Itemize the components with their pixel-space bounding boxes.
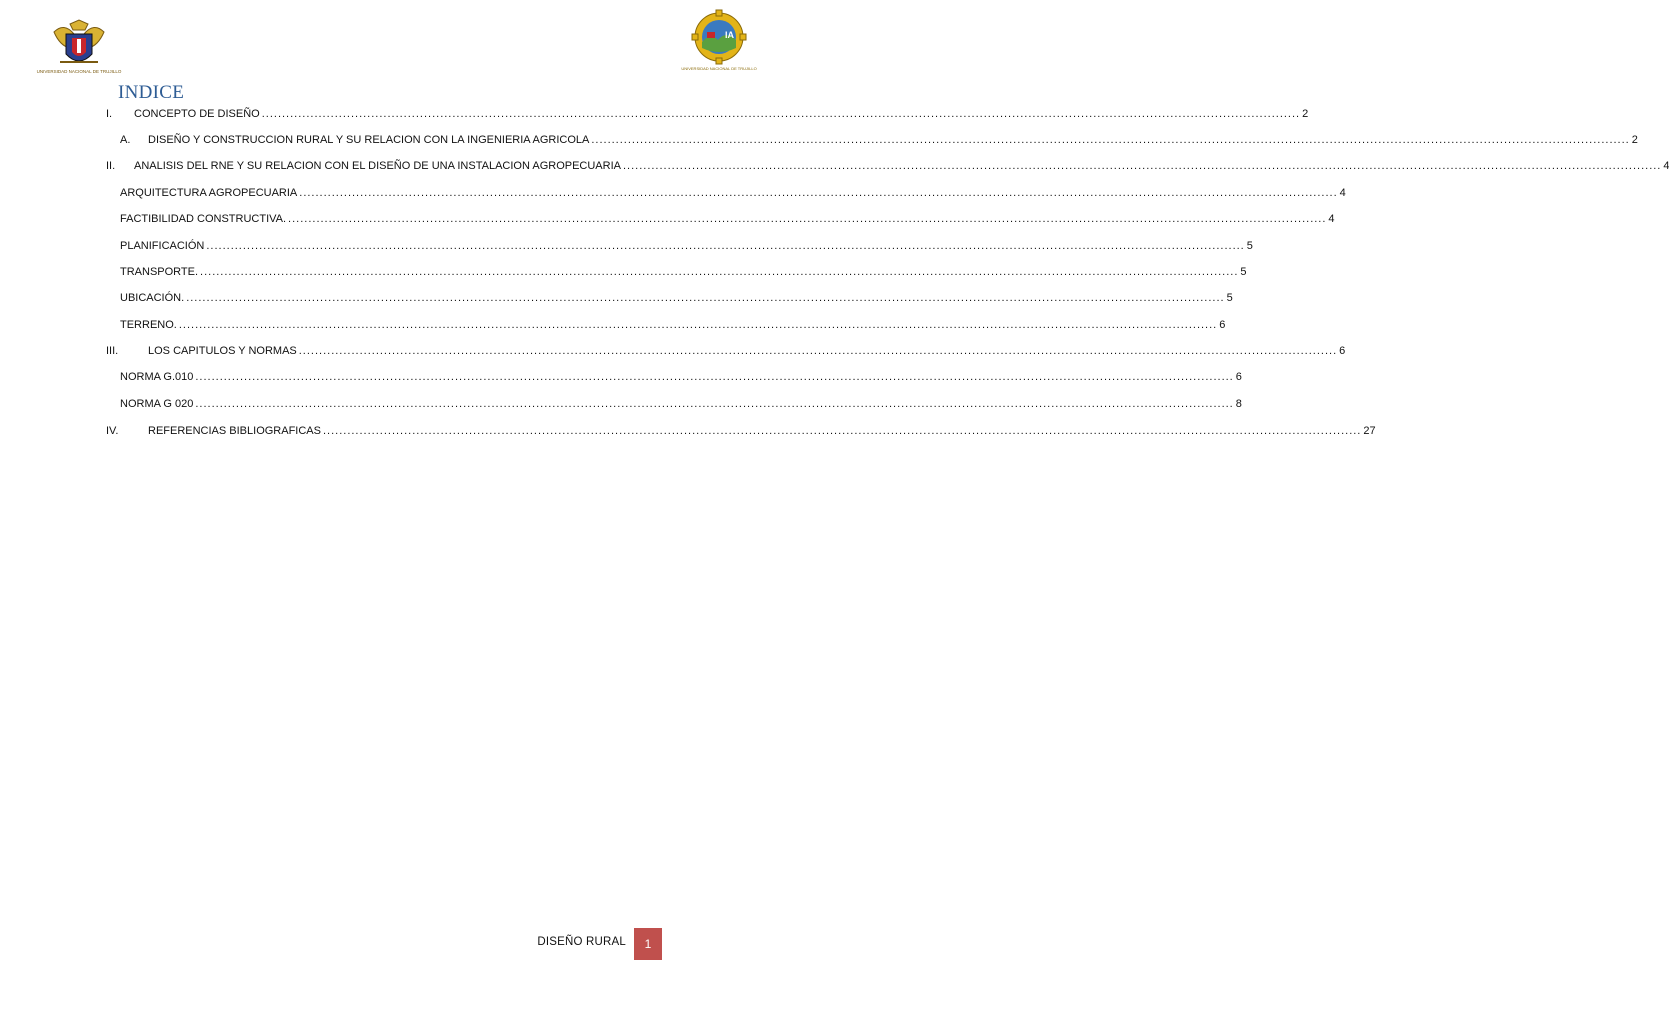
toc-entry-page: 27 (1363, 425, 1376, 437)
toc-dot-leader (299, 187, 1337, 199)
toc-entry[interactable] (106, 108, 1309, 124)
toc-entry[interactable] (120, 240, 1253, 256)
toc-entry-label: REFERENCIAS BIBLIOGRAFICAS (148, 425, 321, 437)
toc-entry-page: 5 (1226, 292, 1233, 304)
toc-entry[interactable] (106, 160, 1669, 176)
toc-entry-label: NORMA G 020 (120, 398, 194, 410)
toc-dot-leader (591, 134, 1629, 146)
toc-entry[interactable] (106, 425, 1376, 441)
toc-entry[interactable] (120, 213, 1335, 229)
toc-entry-label: DISEÑO Y CONSTRUCCION RURAL Y SU RELACION CON LA INGENIERIA AGRICOLA (148, 134, 590, 146)
toc-entry[interactable] (120, 398, 1242, 414)
toc-entry-label: NORMA G.010 (120, 371, 194, 383)
toc-entry-number: III. (106, 345, 119, 357)
toc-entry-label: LOS CAPITULOS Y NORMAS (148, 345, 297, 357)
toc-entry-page: 6 (1219, 319, 1226, 331)
toc-entry-label: CONCEPTO DE DISEÑO (134, 108, 260, 120)
toc-dot-leader (288, 213, 1326, 225)
toc-dot-leader (623, 160, 1661, 172)
toc-dot-leader (206, 240, 1244, 252)
university-crest-icon (36, 18, 122, 80)
toc-entry-page: 2 (1302, 108, 1309, 120)
svg-text:IA: IA (725, 30, 734, 40)
university-crest-logo (36, 18, 122, 80)
toc-dot-leader (299, 345, 1337, 357)
toc-entry-label: TERRENO. (120, 319, 177, 331)
toc-entry[interactable] (120, 292, 1233, 308)
toc-dot-leader (195, 371, 1233, 383)
toc-entry-label: ANALISIS DEL RNE Y SU RELACION CON EL DISEÑO DE UNA INSTALACION AGROPECUARIA (134, 160, 621, 172)
toc-dot-leader (186, 292, 1224, 304)
toc-entry-page: 8 (1235, 398, 1242, 410)
document-title: INDICE (118, 82, 185, 103)
page-number-badge: 1 (634, 928, 662, 960)
footer-label: DISEÑO RURAL (537, 936, 626, 948)
toc-entry-page: 6 (1235, 371, 1242, 383)
toc-entry[interactable] (106, 345, 1346, 361)
toc-dot-leader (200, 266, 1238, 278)
toc-entry-label: TRANSPORTE. (120, 266, 199, 278)
toc-entry-page: 4 (1339, 187, 1346, 199)
toc-entry-page: 4 (1328, 213, 1335, 225)
toc-entry-label: PLANIFICACIÓN (120, 240, 205, 252)
toc-entry-number: I. (106, 108, 113, 120)
toc-entry-label: ARQUITECTURA AGROPECUARIA (120, 187, 298, 199)
toc-entry[interactable] (120, 371, 1242, 387)
faculty-gear-emblem-icon (681, 10, 757, 72)
toc-entry-page: 2 (1631, 134, 1638, 146)
svg-text:UNIVERSIDAD NACIONAL DE TRUJIL: UNIVERSIDAD NACIONAL DE TRUJILLO (36, 69, 122, 74)
toc-dot-leader (262, 108, 1300, 120)
toc-entry-number: IV. (106, 425, 119, 437)
toc-entry[interactable] (120, 134, 1638, 150)
toc-entry-label: FACTIBILIDAD CONSTRUCTIVA. (120, 213, 287, 225)
toc-entry-number: II. (106, 160, 116, 172)
toc-dot-leader (323, 425, 1361, 437)
toc-entry-page: 5 (1246, 240, 1253, 252)
toc-entry-page: 6 (1339, 345, 1346, 357)
toc-entry-number: A. (120, 134, 131, 146)
toc-entry[interactable] (120, 266, 1247, 282)
toc-dot-leader (179, 319, 1217, 331)
toc-entry-page: 5 (1240, 266, 1247, 278)
toc-entry-label: UBICACIÓN. (120, 292, 185, 304)
toc-entry[interactable] (120, 187, 1346, 203)
svg-text:UNIVERSIDAD NACIONAL DE TRUJIL: UNIVERSIDAD NACIONAL DE TRUJILLO (681, 66, 757, 71)
toc-entry-page: 4 (1663, 160, 1669, 172)
toc-dot-leader (195, 398, 1233, 410)
faculty-emblem-logo (681, 10, 757, 72)
toc-entry[interactable] (120, 319, 1226, 335)
